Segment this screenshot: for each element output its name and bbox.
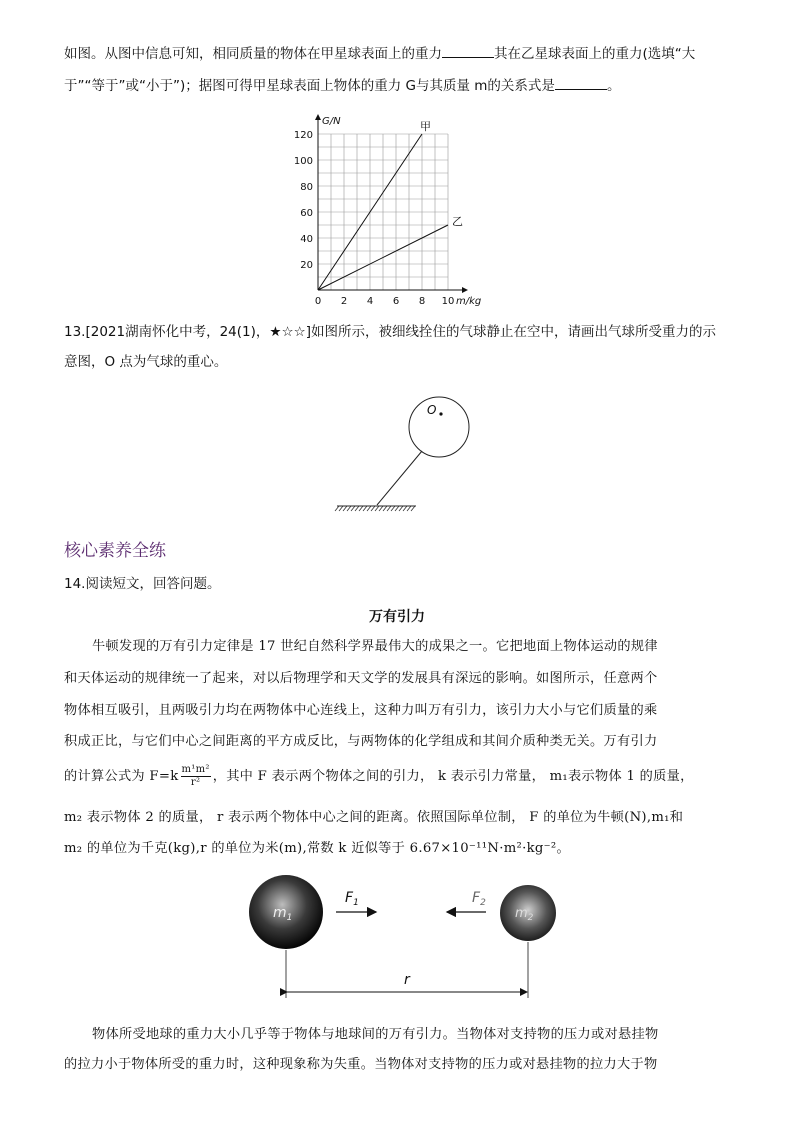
mass-2-label: $m_2$ — [515, 906, 534, 923]
formula-fraction: $\frac{\text{m¹m²}}{\text{r²}}$ — [181, 764, 210, 788]
paragraph-2-line-1: 物体所受地球的重力大小几乎等于物体与地球间的万有引力。当物体对支持物的压力或对悬挂物 — [92, 1027, 659, 1042]
y-tick-label: 20 — [300, 260, 313, 271]
y-tick-label: 60 — [300, 208, 313, 219]
hatch-stroke — [347, 506, 351, 511]
hatch-stroke — [411, 506, 415, 511]
x-tick-label: 2 — [340, 296, 348, 306]
q12-line1: 如图。从图中信息可知，相同质量的物体在甲星球表面上的重力 其在乙星球表面上的重力(选填“大 — [64, 40, 734, 68]
y-tick-label: 120 — [293, 130, 313, 141]
x-tick-label: 10 — [441, 296, 455, 306]
x-tick-label: 4 — [366, 296, 374, 306]
balloon-circle — [409, 397, 469, 457]
x-tick-label: 0 — [314, 296, 322, 306]
hatch-stroke — [391, 506, 395, 511]
force-1-label: $F_1$ — [345, 890, 359, 908]
center-point — [439, 412, 442, 415]
hatch-stroke — [395, 506, 399, 511]
hatch-stroke — [383, 506, 387, 511]
q13-line1: 13.[2021湖南怀化中考，24(1)，★☆☆]如图所示，被细线拴住的气球静止在空中，请画出气球所受重力的示 — [64, 324, 716, 340]
g-m-chart — [284, 104, 514, 306]
ground-hatch — [335, 506, 415, 511]
hatch-stroke — [371, 506, 375, 511]
hatch-stroke — [387, 506, 391, 511]
y-tick-label: 100 — [293, 156, 313, 167]
balloon-center-label: O — [427, 403, 437, 417]
balloon-figure — [330, 388, 480, 514]
x-axis-arrow — [462, 287, 468, 293]
paragraph-1-line-5: 的计算公式为 F=k $\frac{\text{m¹m²}}{\text{r²}}$ ，其中 F 表示两个物体之间的引力， k 表示引力常量， m₁表示物体 1 的质量， — [64, 764, 694, 788]
paragraph-2-line-2: 的拉力小于物体所受的重力时，这种现象称为失重。当物体对支持物的压力或对悬挂物的拉力大于物 — [64, 1057, 658, 1072]
hatch-stroke — [363, 506, 367, 511]
series-label: 甲 — [420, 120, 431, 133]
hatch-stroke — [335, 506, 339, 511]
paragraph-1-line-7: m₂ 的单位为千克(kg),r 的单位为米(m),常数 k 近似等于 6.67×10⁻¹¹N·m²·kg⁻²。 — [64, 841, 570, 856]
y-axis-label: G/N — [322, 116, 341, 127]
hatch-stroke — [355, 506, 359, 511]
mass-1-label: $m_1$ — [273, 905, 293, 923]
force-2-label: $F_2$ — [472, 890, 486, 908]
hatch-stroke — [343, 506, 347, 511]
hatch-stroke — [339, 506, 343, 511]
paragraph-1-line-4: 积成正比，与它们中心之间距离的平方成反比，与两物体的化学组成和其间介质种类无关。万有引力 — [64, 734, 658, 749]
hatch-stroke — [375, 506, 379, 511]
y-tick-label: 40 — [300, 234, 313, 245]
chart-grid — [318, 134, 448, 290]
string-line — [377, 451, 422, 505]
y-axis-arrow — [315, 114, 321, 120]
paragraph-1-line-2: 和天体运动的规律统一了起来，对以后物理学和天文学的发展具有深远的影响。如图所示，任意两个 — [64, 671, 658, 686]
chart-axes — [315, 114, 468, 293]
hatch-stroke — [367, 506, 371, 511]
hatch-stroke — [399, 506, 403, 511]
paragraph-1-line-1: 牛顿发现的万有引力定律是 17 世纪自然科学界最伟大的成果之一。它把地面上物体运动的规律 — [92, 639, 658, 654]
distance-label: r — [404, 972, 410, 988]
hatch-stroke — [407, 506, 411, 511]
y-tick-label: 80 — [300, 182, 313, 193]
q13-line2: 意图，O 点为气球的重心。 — [64, 354, 228, 370]
hatch-stroke — [351, 506, 355, 511]
gravitation-figure — [240, 870, 570, 1002]
series-label: 乙 — [452, 215, 463, 228]
answer-blank-1[interactable] — [442, 43, 494, 58]
paragraph-1-line-3: 物体相互吸引，且两吸引力均在两物体中心连线上，这种力叫万有引力，该引力大小与它们质量的乘 — [64, 703, 658, 718]
article-title: 万有引力 — [369, 609, 425, 625]
answer-blank-2[interactable] — [555, 75, 607, 90]
x-tick-label: 8 — [418, 296, 426, 306]
paragraph-1-line-6: m₂ 表示物体 2 的质量， r 表示两个物体中心之间的距离。依照国际单位制， F 的单位为牛顿(N),m₁和 — [64, 810, 684, 825]
hatch-stroke — [359, 506, 363, 511]
q14-intro: 14.阅读短文，回答问题。 — [64, 576, 221, 592]
x-tick-label: 6 — [392, 296, 400, 306]
section-title: 核心素养全练 — [64, 541, 166, 561]
x-axis-label: m/kg — [456, 296, 482, 306]
chart-labels — [294, 116, 481, 306]
hatch-stroke — [403, 506, 407, 511]
hatch-stroke — [379, 506, 383, 511]
q12-line2: 于”“等于”或“小于”)；据图可得甲星球表面上物体的重力 G与其质量 m的关系式是 。 — [64, 72, 734, 100]
